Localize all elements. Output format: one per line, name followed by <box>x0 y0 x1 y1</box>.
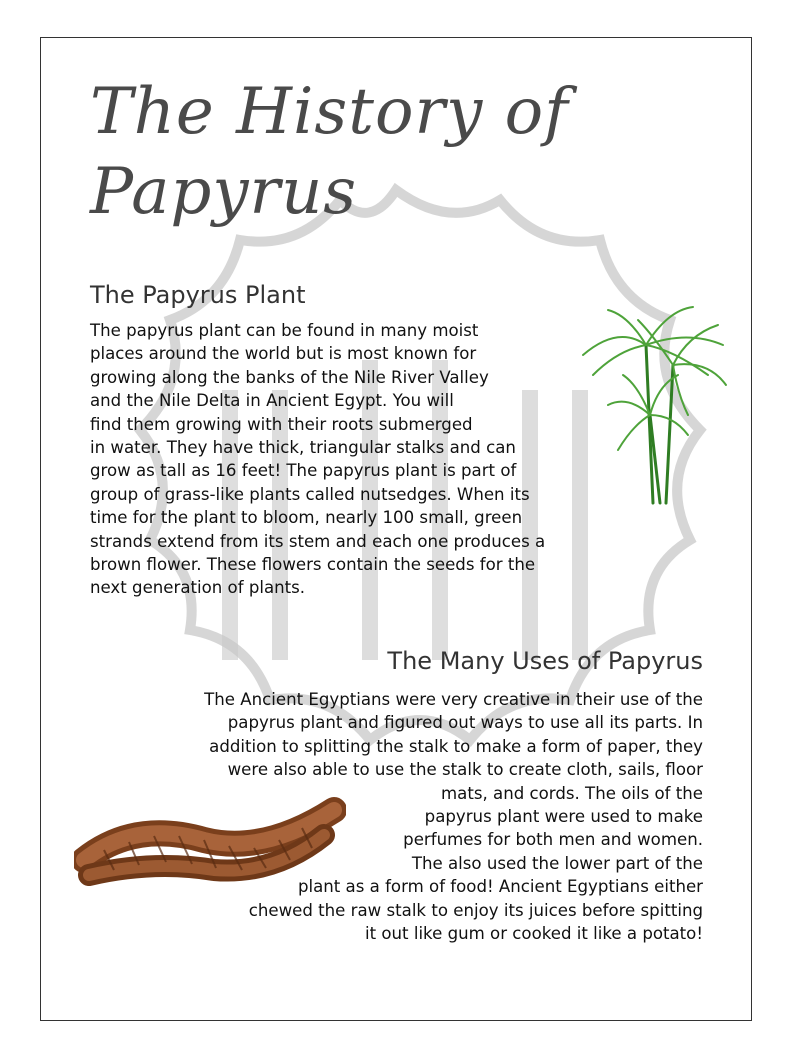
text-line: growing along the banks of the Nile River Valley <box>90 367 489 387</box>
text-line: find them growing with their roots submerged <box>90 414 473 434</box>
text-line: The papyrus plant can be found in many moist <box>90 321 479 340</box>
text-line: places around the world but is most known for <box>90 344 477 364</box>
text-line: it out like gum or cooked it like a potato! <box>365 924 703 944</box>
text-line: addition to splitting the stalk to make a form of paper, they <box>209 736 703 756</box>
title-line-2: Papyrus <box>90 155 358 229</box>
papyrus-plant-illustration <box>578 305 728 505</box>
page-title <box>90 72 610 232</box>
text-line: in water. They have thick, triangular stalks and can <box>90 438 516 458</box>
text-line: were also able to use the stalk to create cloth, sails, floor <box>227 760 703 780</box>
text-line: grow as tall as 16 feet! The papyrus plant is part of <box>90 461 517 481</box>
text-line: The Ancient Egyptians were very creative in their use of the <box>204 690 703 709</box>
title-line-1: The History of <box>90 75 569 149</box>
text-line: papyrus plant and figured out ways to use all its parts. In <box>227 713 703 733</box>
text-line: perfumes for both men and women. <box>403 830 703 850</box>
text-line: chewed the raw stalk to enjoy its juices before spitting <box>248 900 703 920</box>
text-line: brown flower. These flowers contain the seeds for the <box>90 555 536 575</box>
text-line: mats, and cords. The oils of the <box>441 783 703 803</box>
text-line: time for the plant to bloom, nearly 100 small, green <box>90 508 523 528</box>
text-line: group of grass-like plants called nutsedges. When its <box>90 484 530 504</box>
section-heading-uses: The Many Uses of Papyrus <box>387 647 703 675</box>
text-line: papyrus plant were used to make <box>424 807 703 827</box>
text-line: next generation of plants. <box>90 578 306 598</box>
text-line: and the Nile Delta in Ancient Egypt. You will <box>90 391 454 411</box>
text-line: The also used the lower part of the <box>411 853 703 873</box>
section-text-plant <box>90 319 545 600</box>
text-line: strands extend from its stem and each one produces a <box>90 531 546 551</box>
papyrus-rope-illustration <box>74 790 346 890</box>
section-heading-plant: The Papyrus Plant <box>90 281 306 309</box>
text-line: plant as a form of food! Ancient Egyptians either <box>297 877 703 897</box>
